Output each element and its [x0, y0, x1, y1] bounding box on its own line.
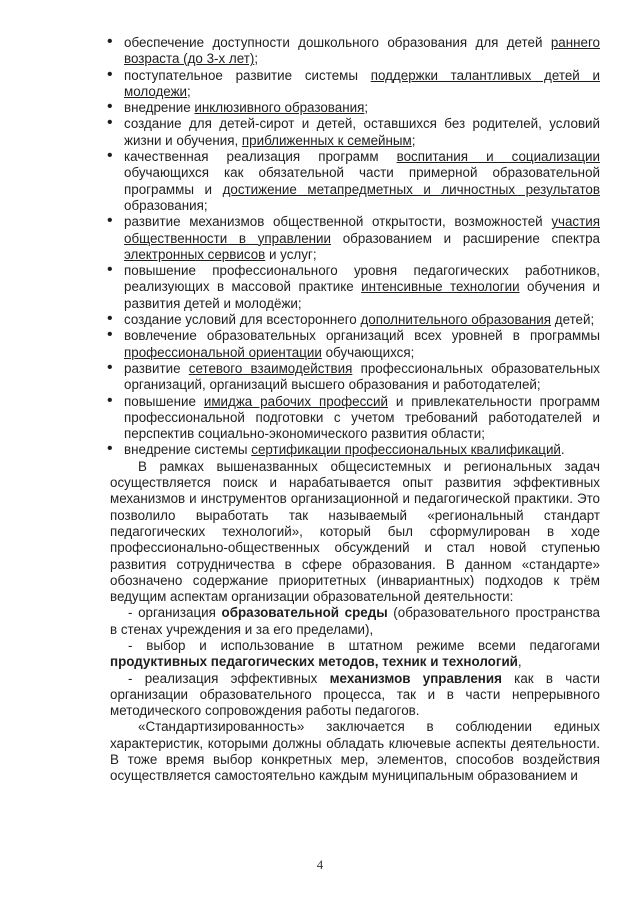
- bullet-item: [110, 263, 600, 312]
- bullet-item: [110, 312, 600, 328]
- text-run: профессиональных образовательных организаций, организаций высшего образования и работодателей;: [124, 360, 600, 393]
- underlined-phrase: приближенных к семейным: [241, 132, 412, 148]
- bullet-item: [110, 442, 600, 458]
- text-run: повышение: [124, 393, 204, 409]
- text-run: ;: [254, 51, 259, 67]
- text-run: обеспечение доступности дошкольного образования для детей: [124, 35, 551, 50]
- underlined-phrase: сертификации профессиональных квалификаций: [251, 442, 561, 458]
- underlined-phrase: электронных сервисов: [124, 246, 266, 262]
- bullet-item: [110, 116, 600, 149]
- text-run: образования;: [124, 197, 208, 213]
- bullet-item: [110, 394, 600, 443]
- text-run: ;: [187, 83, 191, 99]
- underlined-phrase: интенсивные технологии: [361, 279, 520, 295]
- underlined-phrase: сетевого взаимодействия: [188, 360, 353, 376]
- bullet-item: [110, 35, 600, 68]
- text-run: повышение профессионального уровня педагогических работников, реализующих в массовой практике: [124, 263, 600, 295]
- text-run: .: [560, 442, 565, 458]
- underlined-phrase: поддержки талантливых детей и молодежи: [124, 67, 600, 99]
- text-run: и привлекательности программ профессиональной подготовки с учетом требований работодателей и перспектив социально-экономического развития области;: [124, 393, 600, 442]
- underlined-phrase: дополнительного образования: [360, 312, 552, 328]
- underlined-phrase: воспитания и социализации: [396, 149, 601, 165]
- dash-list-item: [110, 671, 600, 720]
- bold-phrase: образовательной среды: [221, 605, 388, 621]
- text-run: создание для детей-сирот и детей, оставшихся без родителей, условий жизни и обучения,: [124, 116, 600, 148]
- underlined-phrase: достижение метапредметных и личностных результатов: [222, 181, 600, 197]
- text-run: обучения и развития детей и молодёжи;: [124, 279, 600, 311]
- bold-phrase: механизмов управления: [329, 670, 502, 686]
- text-run: качественная реализация программ: [124, 149, 397, 165]
- underlined-phrase: профессиональной ориентации: [124, 344, 322, 360]
- text-run: В рамках вышеназванных общесистемных и региональных задач осуществляется поиск и нарабатывается опыт развития эффективных механизмов и инструментов организационной и педагогической практики. Это позволило выработать так называемый «региональный стандарт педагогических технологий», который был сформулирован в ходе профессионально-общественных обсуждений и стал новой ступенью развития сотрудничества в сфере образования. В данном «стандарте» обозначено содержание приоритетных (инвариантных) подходов к трём ведущим аспектам организации образовательной деятельности:: [110, 458, 600, 605]
- page-content: [110, 35, 600, 785]
- bullet-item: [110, 149, 600, 214]
- page-number: 4: [316, 857, 324, 872]
- text-run: и услуг;: [265, 246, 317, 262]
- text-run: как в части организации образовательного процесса, так и в части непрерывного методического сопровождения работы педагогов.: [110, 670, 601, 719]
- text-run: ,: [517, 654, 522, 670]
- underlined-phrase: имиджа рабочих профессий: [203, 393, 388, 409]
- text-run: - организация: [128, 605, 222, 621]
- bullet-item: [110, 361, 600, 394]
- text-run: - реализация эффективных: [128, 670, 330, 686]
- text-run: вовлечение образовательных организаций всех уровней в программы: [124, 328, 600, 344]
- underlined-phrase: участия общественности в управлении: [124, 214, 600, 246]
- text-run: обучающихся как обязательной части примерной образовательной программы и: [124, 165, 600, 197]
- bullet-item: [110, 328, 600, 361]
- text-run: - выбор и использование в штатном режиме всеми педагогами: [128, 637, 600, 653]
- bullet-item: [110, 214, 600, 263]
- text-run: образованием и расширение спектра: [331, 230, 600, 246]
- bold-phrase: продуктивных педагогических методов, техник и технологий: [110, 654, 518, 670]
- body-paragraph: [110, 459, 600, 606]
- text-run: ;: [364, 100, 369, 116]
- body-paragraph: [110, 719, 600, 784]
- text-run: (образовательного пространства в стенах учреждения и за его пределами),: [110, 605, 600, 637]
- underlined-phrase: инклюзивного образования: [194, 100, 365, 116]
- text-run: ;: [411, 132, 416, 148]
- text-run: обучающихся;: [321, 344, 415, 360]
- text-run: развитие: [124, 360, 189, 376]
- text-run: создание условий для всестороннего: [124, 312, 361, 328]
- bullet-item: [110, 68, 600, 101]
- dash-list-item: [110, 605, 600, 638]
- text-run: развитие механизмов общественной открытости, возможностей: [124, 214, 552, 230]
- text-run: внедрение: [124, 100, 195, 116]
- body-paragraphs: [110, 459, 600, 785]
- priority-bullet-list: [110, 35, 600, 459]
- text-run: детей;: [551, 312, 595, 328]
- text-run: поступательное развитие системы: [124, 67, 371, 83]
- text-run: «Стандартизированность» заключается в соблюдении единых характеристик, которыми должны обладать ключевые аспекты деятельности. В тоже время выбор конкретных мер, элементов, способов воздействия осуществляется самостоятельно каждым муниципальным образованием и: [110, 719, 600, 784]
- dash-list-item: [110, 638, 600, 671]
- bullet-item: [110, 100, 600, 116]
- text-run: внедрение системы: [124, 442, 252, 458]
- underlined-phrase: раннего возраста (до 3-х лет): [124, 35, 600, 67]
